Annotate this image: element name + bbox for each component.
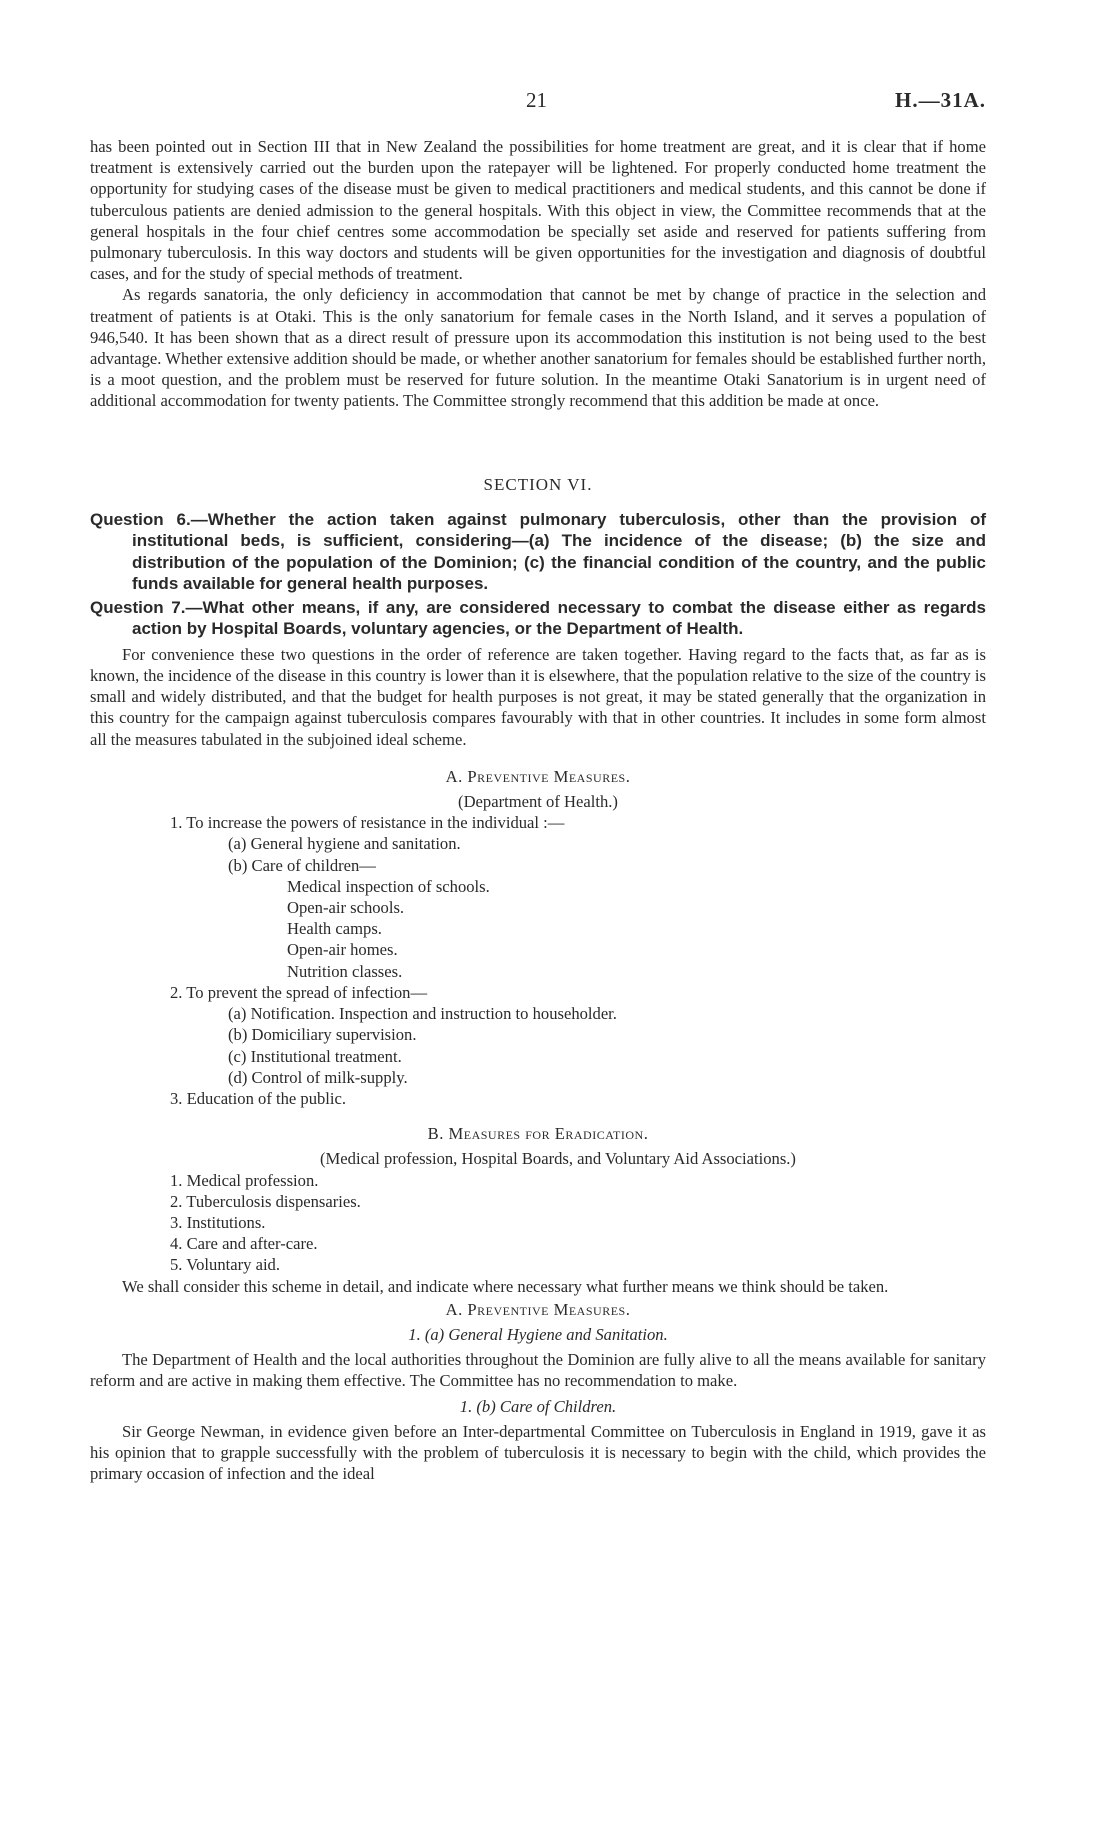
scheme-a-item: (c) Institutional treatment. [228, 1046, 402, 1066]
scheme-a-item: (a) Notification. Inspection and instruction to householder. [228, 1004, 617, 1024]
scheme-a-item: (b) Domiciliary supervision. [228, 1025, 417, 1045]
document-reference: H.—31A. [895, 88, 986, 112]
children-heading: 1. (b) Care of Children. [459, 1396, 617, 1416]
scheme-b-item: 3. Institutions. [170, 1212, 266, 1232]
scheme-a-item: 1. To increase the powers of resistance in the individual :— [170, 813, 565, 833]
scheme-a-list [90, 812, 986, 1109]
scheme-b-item: 1. Medical profession. [170, 1170, 319, 1190]
question-6: Question 6.—Whether the action taken against pulmonary tuberculosis, other than the provision of institutional beds, is sufficient, considering—(a) The incidence of the disease; (b) the size and distribution of the population of the Dominion; (c) the financial condition of the country, and the public funds available for general health purposes. [90, 509, 986, 594]
page-number: 21 [526, 88, 547, 112]
page-body [90, 136, 986, 1484]
children-paragraph: Sir George Newman, in evidence given before an Inter-departmental Committee on Tuberculosis in England in 1919, gave it as his opinion that to grapple successfully with the problem of tuberculosis it is necessary to begin with the child, which provides the primary occasion of infection and the ideal [90, 1421, 986, 1484]
hygiene-paragraph: The Department of Health and the local authorities throughout the Dominion are fully alive to all the means available for sanitary reform and are active in making them effective. The Committee has no recommendation to make. [90, 1350, 986, 1391]
detail-heading: A. Preventive Measures. [445, 1299, 631, 1319]
scheme-a-item: 3. Education of the public. [170, 1088, 347, 1108]
scheme-b-item: 4. Care and after-care. [170, 1234, 318, 1254]
scheme-a-item: Open-air homes. [287, 940, 398, 960]
scheme-a-title: A. Preventive Measures. [445, 766, 631, 786]
scheme-a-item: (d) Control of milk-supply. [228, 1067, 408, 1087]
scheme-a-item: Open-air schools. [287, 898, 405, 918]
section-title: SECTION VI. [483, 474, 593, 494]
consider-paragraph: We shall consider this scheme in detail, and indicate where necessary what further means we think should be taken. [122, 1276, 889, 1296]
scheme-b-title: B. Measures for Eradication. [427, 1124, 649, 1144]
intro-paragraph-2: As regards sanatoria, the only deficiency in accommodation that cannot be met by change of practice in the selection and treatment of patients is at Otaki. This is the only sanatorium for female cases in the North Island, and it serves a population of 946,540. It has been shown that as a direct result of pressure upon its accommodation this institution is not being used to the best advantage. Whether extensive addition should be made, or whether another sanatorium for females should be established further north, is a moot question, and the problem must be reserved for future solution. In the meantime Otaki Sanatorium is in urgent need of additional accommodation for twenty patients. The Committee strongly recommend that this addition be made at once. [90, 285, 986, 411]
scheme-a-subtitle: (Department of Health.) [458, 792, 618, 812]
question-7: Question 7.—What other means, if any, are considered necessary to combat the disease either as regards action by Hospital Boards, voluntary agencies, or the Department of Health. [90, 597, 986, 639]
scheme-a-item: (a) General hygiene and sanitation. [228, 834, 461, 854]
scheme-a-item: Health camps. [287, 919, 382, 939]
scheme-b-subtitle: (Medical profession, Hospital Boards, and Voluntary Aid Associations.) [320, 1149, 796, 1169]
scheme-b-item: 5. Voluntary aid. [170, 1255, 281, 1275]
scheme-a-item: (b) Care of children— [228, 855, 376, 875]
hygiene-heading: 1. (a) General Hygiene and Sanitation. [408, 1324, 668, 1344]
convenience-paragraph: For convenience these two questions in the order of reference are taken together. Having regard to the facts that, as far as is known, the incidence of the disease in this country is lower than it is elsewhere, that the population relative to the size of the country is small and widely distributed, and that the budget for health purposes is not great, it may be stated generally that the organization in this country for the campaign against tuberculosis compares favourably with that in other countries. It includes in some form almost all the measures tabulated in the subjoined ideal scheme. [90, 644, 986, 749]
intro-paragraph-1: has been pointed out in Section III that in New Zealand the possibilities for home treatment are great, and it is clear that if home treatment is extensively carried out the burden upon the ratepayer will be lightened. For properly conducted home treatment the opportunity for studying cases of the disease must be given to medical practitioners and medical students, and this cannot be done if tuberculous patients are denied admission to the general hospitals. With this object in view, the Committee recommends that at the general hospitals in the four chief centres some accommodation be specially set aside and reserved for patients suffering from pulmonary tuberculosis. In this way doctors and students will be given opportunities for the investigation and diagnosis of doubtful cases, and for the study of special methods of treatment. [90, 137, 986, 284]
scheme-b-list [90, 1170, 986, 1276]
scheme-b-item: 2. Tuberculosis dispensaries. [170, 1191, 361, 1211]
scheme-a-item: Nutrition classes. [287, 961, 403, 981]
scheme-a-item: 2. To prevent the spread of infection— [170, 982, 428, 1002]
scheme-a-item: Medical inspection of schools. [287, 876, 490, 896]
